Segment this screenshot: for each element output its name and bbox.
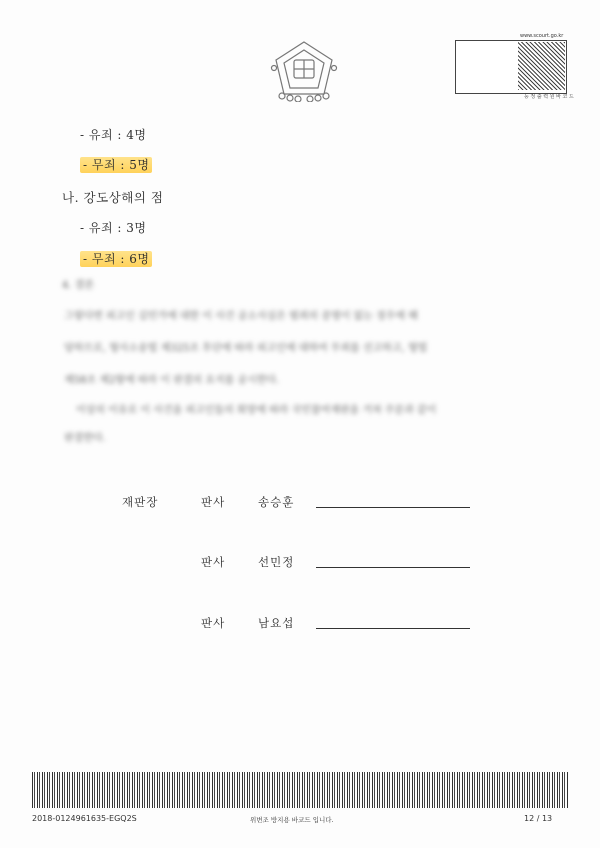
barcode-caption: 등 정 출 력 원 바 코 드 [524,94,574,100]
barcode-notice: 위변조 방지용 바코드 입니다. [250,816,334,824]
judge-name: 선민정 [258,555,295,569]
section-heading [62,188,163,206]
verdict-text-highlighted: - 무죄 : 6명 [80,251,152,267]
verdict-line [80,250,152,267]
judge-title: 판사 [201,616,226,630]
blurred-line: 판결한다. [64,433,106,444]
verdict-text-highlighted: - 무죄 : 5명 [80,157,152,173]
section-heading-text: 나. 강도상해의 점 [62,190,164,205]
blurred-heading: 4. 결론 [62,280,95,291]
document-code: 2018-0124961635-EGQ2S [32,814,137,823]
anti-forgery-barcode-icon [32,772,568,808]
judge-name: 송승훈 [258,495,295,509]
judge-name: 남요섭 [258,616,295,630]
blurred-line: 그렇다면 피고인 김민가에 대한 이 사건 공소사실은 범죄의 증명이 없는 경우에 해 [64,311,418,322]
presiding-judge-role: 재판장 [122,495,159,509]
blurred-line: 당하므로, 형사소송법 제325조 후단에 따라 피고인에 대하여 무죄를 선고하고, 형법 [64,343,428,354]
site-url: www.scourt.go.kr [520,33,564,39]
signature-line [316,567,470,568]
signature-line [316,507,470,508]
judge-title: 판사 [201,495,226,509]
judge-title: 판사 [201,555,226,569]
verdict-line [80,126,146,143]
signature-line [316,628,470,629]
page-number: 12 / 13 [524,814,553,823]
blurred-line: 제58조 제2항에 따라 이 판결의 요지를 공시한다. [64,375,280,386]
court-emblem-icon [268,38,340,102]
verdict-line [80,219,146,236]
verdict-line [80,156,152,173]
blurred-line: 이상의 이유로 이 사건을 피고인들의 희망에 따라 국민참여재판을 거쳐 주문과 같이 [76,405,437,416]
verdict-text: - 유죄 : 3명 [80,221,147,235]
qr-code-icon [518,42,565,90]
verdict-text: - 유죄 : 4명 [80,128,147,142]
